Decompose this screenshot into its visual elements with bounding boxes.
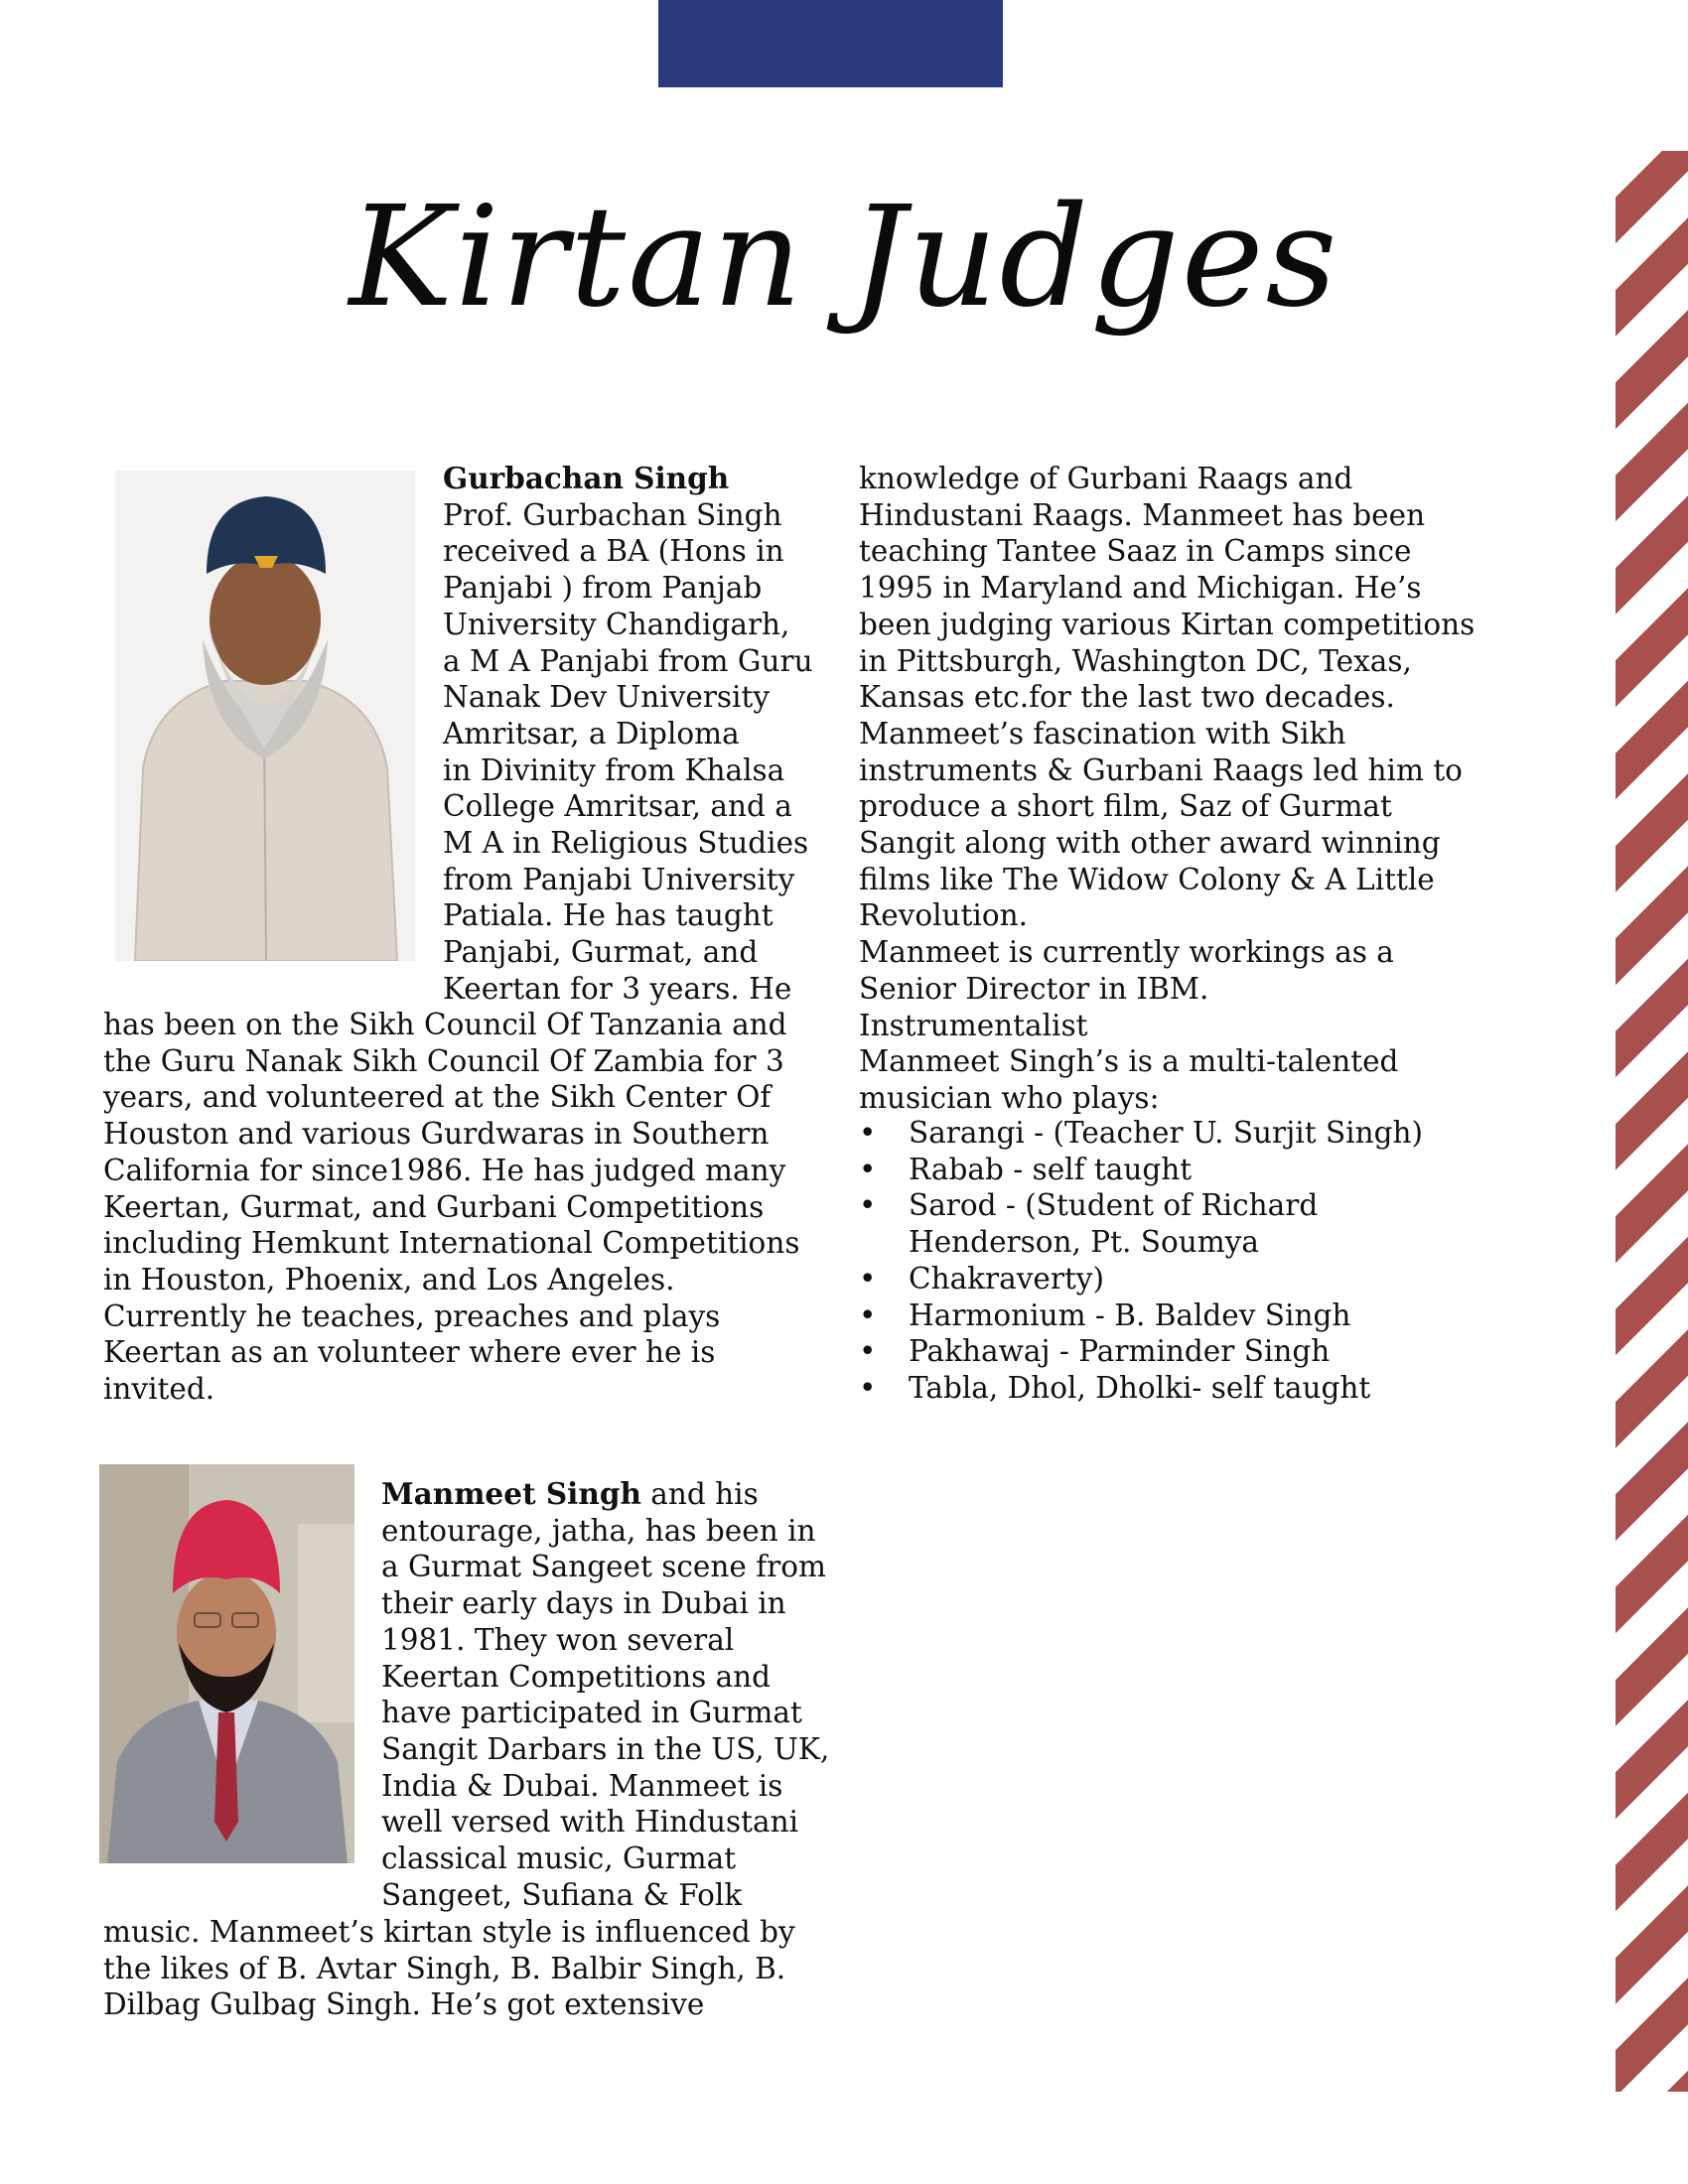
text-line: in Houston, Phoenix, and Los Angeles. (103, 1262, 675, 1297)
text-line: well versed with Hindustani (381, 1805, 799, 1840)
bullet: • (859, 1116, 877, 1150)
list-item (859, 1115, 1423, 1152)
bullet: • (859, 1188, 877, 1223)
list-item-text: Pakhawaj - Parminder Singh (909, 1334, 1331, 1369)
list-item-text: Harmonium - B. Baldev Singh (909, 1297, 1351, 1332)
gurbachan-singh-bio-bottom (103, 1007, 799, 1408)
text-line: knowledge of Gurbani Raags and (859, 462, 1353, 495)
text-line: Houston and various Gurdwaras in Southern (103, 1117, 770, 1152)
text-line: from Panjabi University (443, 862, 795, 896)
text-line: produce a short film, Saz of Gurmat (859, 789, 1392, 824)
text-line: Manmeet is currently workings as a (859, 935, 1394, 970)
text-line: and his (640, 1477, 759, 1511)
text-line: entourage, jatha, has been in (381, 1513, 816, 1548)
manmeet-singh-photo (99, 1464, 354, 1863)
judge-name: Gurbachan Singh (443, 461, 730, 495)
text-line: films like The Widow Colony & A Little (859, 862, 1435, 896)
manmeet-singh-bio-continued (859, 461, 1475, 1117)
text-line: Currently he teaches, preaches and plays (103, 1298, 721, 1333)
list-item-text: Chakraverty) (909, 1261, 1104, 1296)
text-line: Nanak Dev University (443, 680, 771, 715)
text-line: Panjabi ) from Panjab (443, 571, 763, 606)
text-line: instruments & Gurbani Raags led him to (859, 752, 1463, 787)
text-line: in Divinity from Khalsa (443, 752, 785, 787)
text-line: Kansas etc.for the last two decades. (859, 680, 1395, 715)
text-line: Hindustani Raags. Manmeet has been (859, 497, 1426, 532)
text-line: invited. (103, 1372, 215, 1407)
list-item (859, 1370, 1423, 1407)
text-line: Keertan as an volunteer where ever he is (103, 1335, 716, 1370)
list-item (859, 1152, 1423, 1188)
list-item (859, 1297, 1423, 1334)
text-line: California for since1986. He has judged many (103, 1153, 786, 1187)
text-line: music. Manmeet’s kirtan style is influenced by (103, 1915, 795, 1949)
text-line: Instrumentalist (859, 1008, 1088, 1042)
text-line: M A in Religious Studies (443, 826, 809, 861)
text-line: been judging various Kirtan competitions (859, 607, 1476, 641)
bullet: • (859, 1297, 877, 1332)
text-line: 1981. They won several (381, 1622, 735, 1657)
text-line: Keertan, Gurmat, and Gurbani Competitions (103, 1189, 765, 1224)
text-line: Sangeet, Sufiana & Folk (381, 1877, 743, 1912)
text-line: Keertan Competitions and (381, 1659, 772, 1694)
gurbachan-singh-photo (115, 471, 415, 961)
list-item-text: Rabab - self taught (909, 1152, 1193, 1186)
portrait-image (115, 471, 415, 961)
text-line: Prof. Gurbachan Singh (443, 497, 782, 532)
text-line: Amritsar, a Diploma (443, 716, 740, 751)
text-line: College Amritsar, and a (443, 789, 792, 824)
text-line: 1995 in Maryland and Michigan. He’s (859, 571, 1422, 606)
text-line: Manmeet’s fascination with Sikh (859, 716, 1346, 751)
list-item (859, 1261, 1423, 1297)
manmeet-singh-bio-bottom (103, 1914, 795, 2023)
instrument-list (859, 1115, 1423, 1407)
list-item-text: Tabla, Dhol, Dholki- self taught (909, 1370, 1371, 1405)
text-line: University Chandigarh, (443, 607, 790, 641)
page-title: Kirtan Judges (349, 177, 1339, 339)
text-line: the likes of B. Avtar Singh, B. Balbir Singh, B. (103, 1951, 786, 1985)
judge-name: Manmeet Singh (381, 1476, 641, 1511)
text-line: including Hemkunt International Competitions (103, 1226, 800, 1261)
list-item-text: Sarod - (Student of Richard (909, 1188, 1319, 1223)
list-item (859, 1187, 1423, 1260)
text-line: classical music, Gurmat (381, 1842, 737, 1876)
bullet: • (859, 1334, 877, 1369)
text-line: Sangit Darbars in the US, UK, (381, 1731, 830, 1766)
text-line: their early days in Dubai in (381, 1586, 786, 1621)
list-item (859, 1333, 1423, 1370)
bullet: • (859, 1370, 877, 1405)
text-line: Panjabi, Gurmat, and (443, 935, 759, 970)
text-line: teaching Tantee Saaz in Camps since (859, 534, 1412, 569)
list-item-text: Henderson, Pt. Soumya (909, 1225, 1259, 1260)
text-line: in Pittsburgh, Washington DC, Texas, (859, 643, 1412, 678)
decorative-striped-border (1616, 151, 1688, 2092)
portrait-image (99, 1464, 354, 1863)
text-line: Senior Director in IBM. (859, 971, 1209, 1006)
text-line: Dilbag Gulbag Singh. He’s got extensive (103, 1987, 705, 2022)
text-line: Patiala. He has taught (443, 898, 774, 933)
text-line: has been on the Sikh Council Of Tanzania and (103, 1008, 787, 1041)
text-line: a M A Panjabi from Guru (443, 643, 813, 678)
gurbachan-singh-bio-top (443, 461, 813, 1008)
text-line: a Gurmat Sangeet scene from (381, 1550, 826, 1584)
text-line: Manmeet Singh’s is a multi-talented (859, 1044, 1399, 1079)
text-line: have participated in Gurmat (381, 1696, 802, 1730)
text-line: India & Dubai. Manmeet is (381, 1768, 783, 1803)
text-line: musician who plays: (859, 1080, 1160, 1115)
text-line: received a BA (Hons in (443, 534, 784, 569)
text-line: Sangit along with other award winning (859, 826, 1441, 861)
text-line: years, and volunteered at the Sikh Center Of (103, 1080, 772, 1115)
text-line: Revolution. (859, 898, 1028, 933)
text-line: the Guru Nanak Sikh Council Of Zambia for 3 (103, 1043, 784, 1078)
bullet: • (859, 1261, 877, 1296)
bullet: • (859, 1152, 877, 1186)
text-line: Keertan for 3 years. He (443, 971, 792, 1006)
list-item-text: Sarangi - (Teacher U. Surjit Singh) (909, 1116, 1423, 1150)
header-accent-bar (658, 0, 1003, 87)
manmeet-singh-bio-top (381, 1476, 829, 1913)
